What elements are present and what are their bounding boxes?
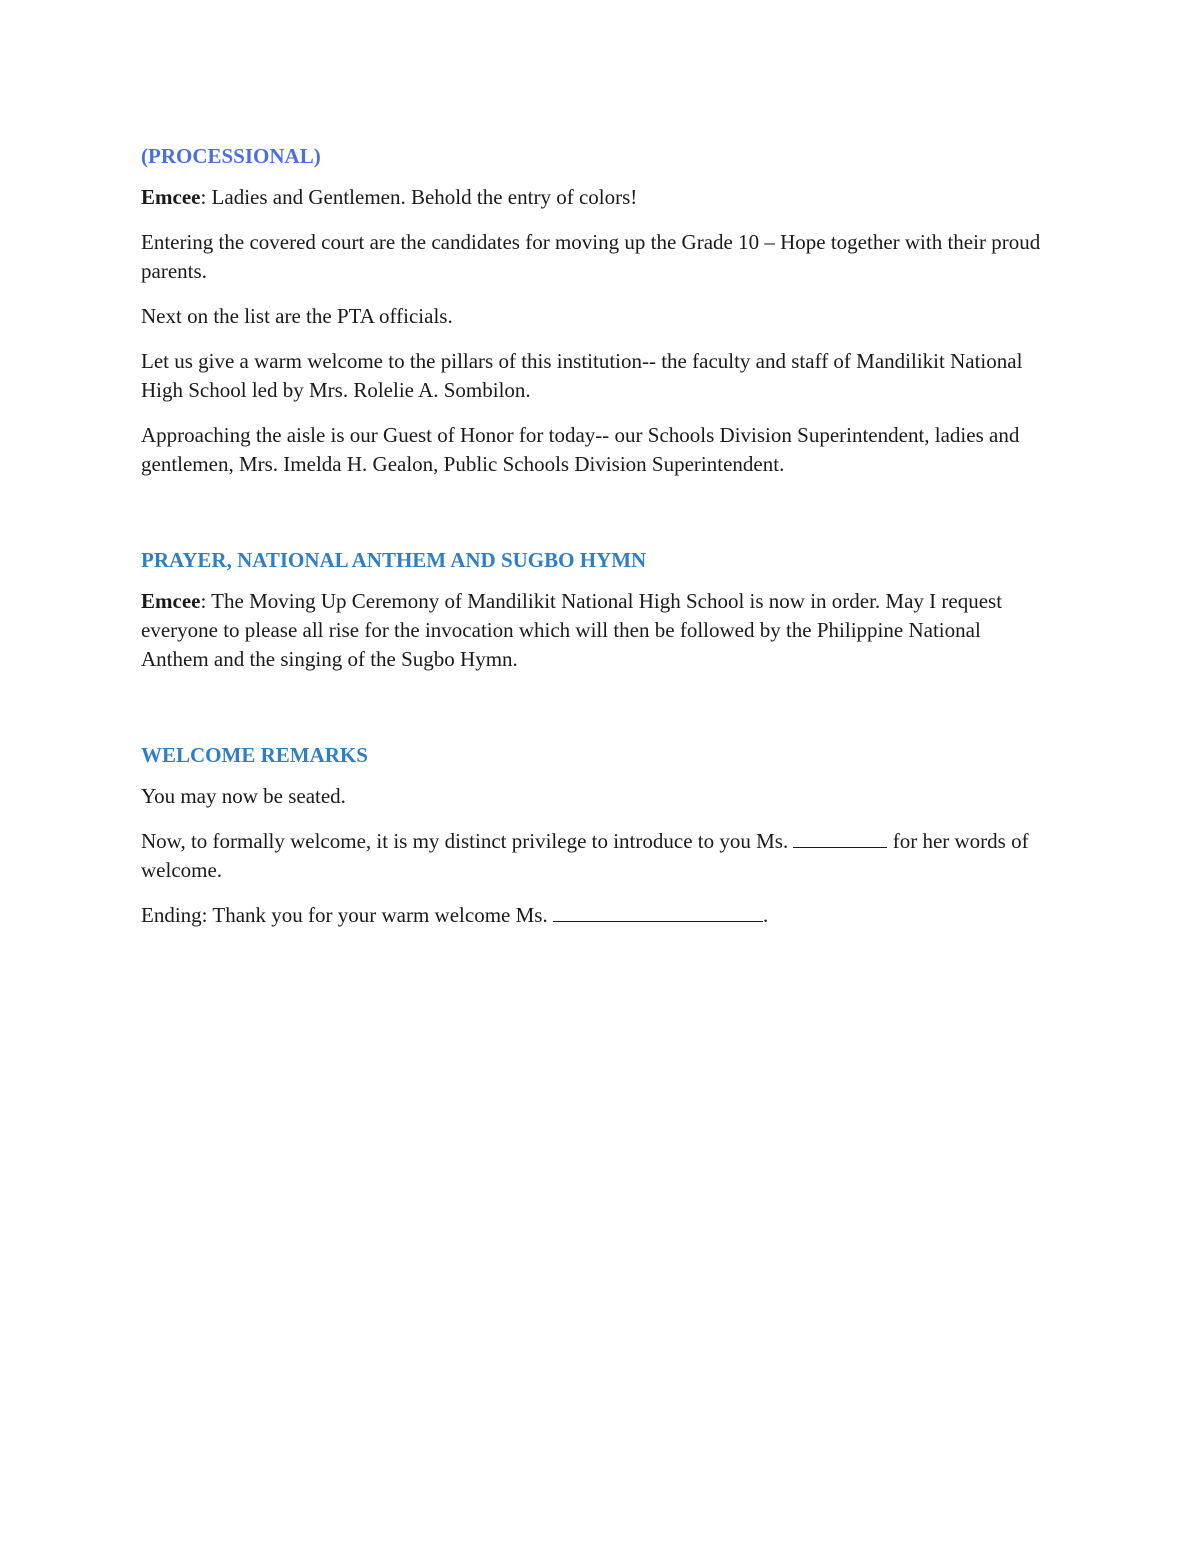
name-blank <box>793 829 887 848</box>
document-page <box>141 138 1051 946</box>
welcome-paragraph-2 <box>141 827 1051 885</box>
ending-text: Ending: Thank you for your warm welcome Ms. <box>141 903 553 927</box>
emcee-label: Emcee <box>141 185 201 209</box>
prayer-heading: PRAYER, NATIONAL ANTHEM AND SUGBO HYMN <box>141 548 647 572</box>
processional-line-1: : Ladies and Gentlemen. Behold the entry of colors! <box>200 185 638 209</box>
processional-heading: (PROCESSIONAL) <box>141 144 321 168</box>
welcome-heading: WELCOME REMARKS <box>141 743 368 767</box>
prayer-text: : The Moving Up Ceremony of Mandilikit National High School is now in order. May I request everyone to please all rise for the invocation which will then be followed by the Philippine National Anthem and the singing of the Sugbo Hymn. <box>141 589 1003 671</box>
welcome-intro-text-end: for her words of welcome. <box>141 829 1029 882</box>
name-blank <box>553 903 763 922</box>
welcome-paragraph-1: You may now be seated. <box>141 784 346 808</box>
welcome-paragraph-3 <box>141 901 1051 930</box>
processional-emcee-line <box>141 183 1051 212</box>
welcome-intro-text: Now, to formally welcome, it is my distinct privilege to introduce to you Ms. <box>141 829 794 853</box>
processional-paragraph-5: Approaching the aisle is our Guest of Honor for today-- our Schools Division Superintendent, ladies and gentlemen, Mrs. Imelda H. Gealon, Public Schools Division Superintendent. <box>141 423 1020 476</box>
processional-paragraph-4: Let us give a warm welcome to the pillars of this institution-- the faculty and staff of Mandilikit National High School led by Mrs. Rolelie A. Sombilon. <box>141 349 1023 402</box>
emcee-label: Emcee <box>141 589 201 613</box>
processional-paragraph-2: Entering the covered court are the candidates for moving up the Grade 10 – Hope together with their proud parents. <box>141 230 1041 283</box>
processional-paragraph-3: Next on the list are the PTA officials. <box>141 304 453 328</box>
ending-text-end: . <box>762 903 769 927</box>
prayer-emcee-line <box>141 587 1051 674</box>
